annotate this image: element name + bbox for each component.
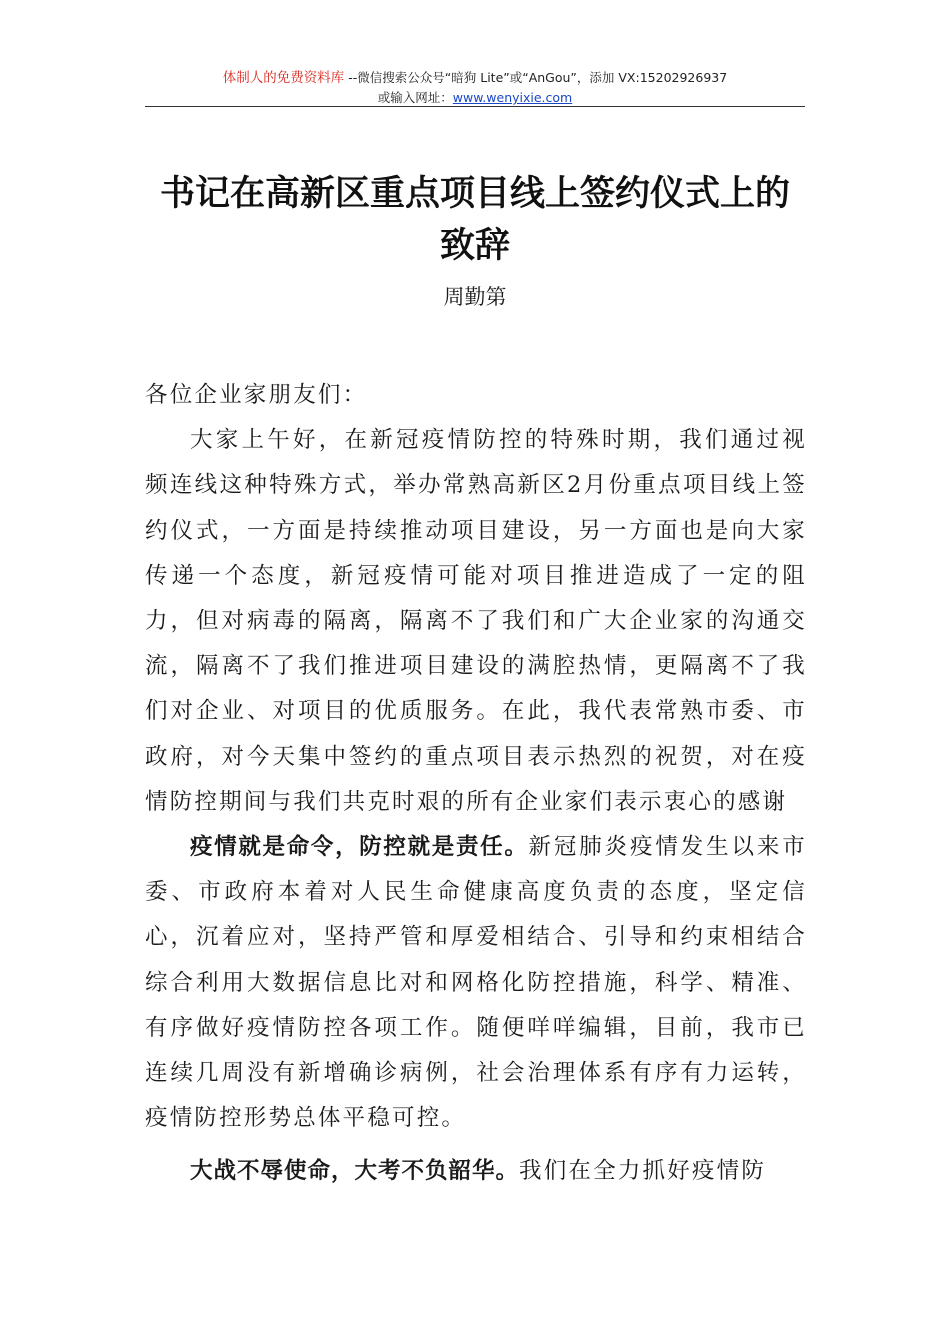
document-body <box>145 373 807 1195</box>
document-author: 周勤第 <box>443 285 507 309</box>
header-brand: 体制人的免费资料库 <box>222 70 345 86</box>
header-url-line <box>145 88 805 107</box>
paragraph-2-text: 新冠肺炎疫情发生以来市委、市政府本着对人民生命健康高度负责的态度，坚定信心，沉着应对，坚持严管和厚爱相结合、引导和约束相结合综合利用大数据信息比对和网格化防控措施，科学、精准、有序做好疫情防控各项工作。随便咩咩编辑，目前，我市已连续几周没有新增确诊病例，社会治理体系有序有力运转，疫情防控形势总体平稳可控。 <box>145 834 807 1132</box>
header-url-label: 或输入网址： <box>377 90 453 105</box>
header-note: --微信搜索公众号“暗狗 Lite”或“AnGou”，添加 VX:15202926937 <box>344 70 728 85</box>
paragraph-1 <box>145 418 807 825</box>
document-title: 书记在高新区重点项目线上签约仪式上的致辞 <box>159 173 790 266</box>
paragraph-3-lead: 大战不辱使命，大考不负韶华。 <box>190 1158 520 1185</box>
paragraph-3-text: 我们在全力抓好疫情防 <box>519 1158 767 1185</box>
salutation: 各位企业家朋友们： <box>145 382 368 408</box>
page-header <box>145 68 805 107</box>
header-divider <box>145 106 805 107</box>
paragraph-2 <box>145 825 807 1141</box>
paragraph-2-lead: 疫情就是命令，防控就是责任。 <box>190 834 529 861</box>
header-url-link[interactable]: www.wenyixie.com <box>452 90 573 105</box>
paragraph-3 <box>145 1149 807 1194</box>
paragraph-1-text: 大家上午好，在新冠疫情防控的特殊时期，我们通过视频连线这种特殊方式，举办常熟高新区2月份重点项目线上签约仪式，一方面是持续推动项目建设，另一方面也是向大家传递一个态度，新冠疫情可能对项目推进造成了一定的阻力，但对病毒的隔离，隔离不了我们和广大企业家的沟通交流，隔离不了我们推进项目建设的满腔热情，更隔离不了我们对企业、对项目的优质服务。在此，我代表常熟市委、市政府，对今天集中签约的重点项目表示热烈的祝贺，对在疫情防控期间与我们共克时艰的所有企业家们表示衷心的感谢 <box>145 427 807 815</box>
